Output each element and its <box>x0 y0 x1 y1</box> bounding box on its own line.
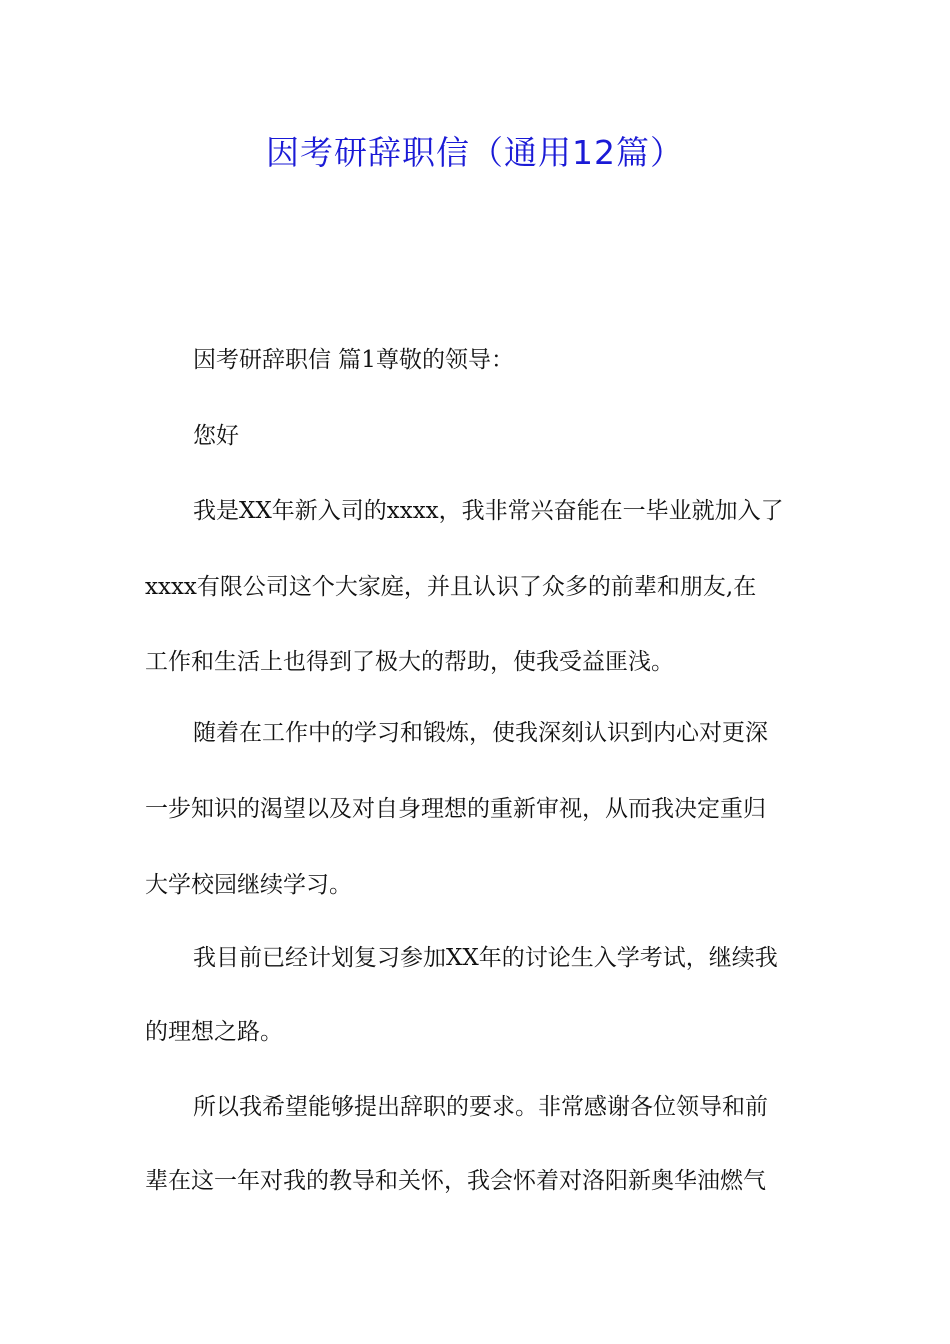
text-line: 一步知识的渴望以及对自身理想的重新审视，从而我决定重归 <box>145 796 766 822</box>
text-line: 辈在这一年对我的教导和关怀，我会怀着对洛阳新奥华油燃气 <box>145 1168 766 1194</box>
text-line: 大学校园继续学习。 <box>145 872 352 898</box>
text-line-greeting: 您好 <box>193 423 239 449</box>
document-title: 因考研辞职信（通用12篇） <box>266 133 684 172</box>
text-line: 的理想之路。 <box>145 1019 283 1045</box>
text-line: 我是XX年新入司的xxxx，我非常兴奋能在一毕业就加入了 <box>193 498 784 524</box>
text-line-section-heading: 因考研辞职信 篇1尊敬的领导： <box>193 347 514 373</box>
text-line: 随着在工作中的学习和锻炼，使我深刻认识到内心对更深 <box>193 720 768 746</box>
text-line: xxxx有限公司这个大家庭，并且认识了众多的前辈和朋友,在 <box>145 574 757 600</box>
text-line: 工作和生活上也得到了极大的帮助，使我受益匪浅。 <box>145 649 674 675</box>
text-line: 所以我希望能够提出辞职的要求。非常感谢各位领导和前 <box>193 1094 768 1120</box>
text-line: 我目前已经计划复习参加XX年的讨论生入学考试，继续我 <box>193 945 778 971</box>
